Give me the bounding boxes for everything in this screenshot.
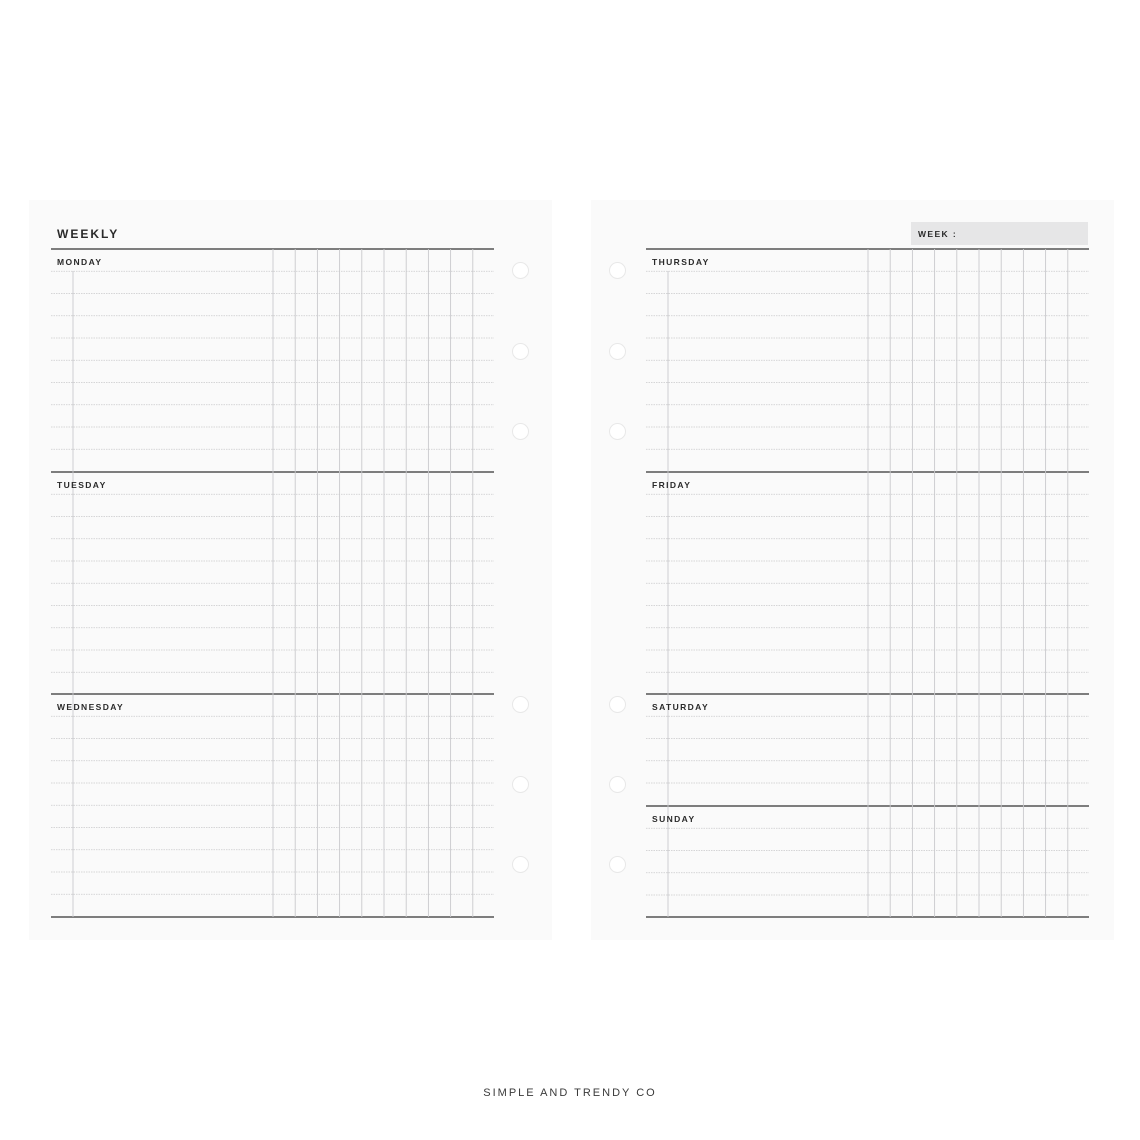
right-planner-page [591, 200, 1114, 940]
day-label-friday: FRIDAY [652, 480, 692, 490]
day-label-thursday: THURSDAY [652, 257, 710, 267]
day-label-tuesday: TUESDAY [57, 480, 107, 490]
right-page-grid [591, 200, 1114, 940]
left-page-grid [29, 200, 552, 940]
day-label-sunday: SUNDAY [652, 814, 696, 824]
week-number-field[interactable] [911, 222, 1088, 245]
binder-hole [609, 343, 626, 360]
binder-hole [609, 262, 626, 279]
day-label-wednesday: WEDNESDAY [57, 702, 125, 712]
binder-hole [609, 776, 626, 793]
binder-hole [512, 262, 529, 279]
week-label: WEEK : [918, 229, 958, 239]
brand-footer: SIMPLE AND TRENDY CO [483, 1087, 657, 1099]
binder-hole [512, 856, 529, 873]
binder-hole [512, 696, 529, 713]
binder-hole [512, 776, 529, 793]
binder-hole [512, 343, 529, 360]
left-planner-page [29, 200, 552, 940]
day-label-saturday: SATURDAY [652, 702, 710, 712]
page-title: WEEKLY [57, 227, 120, 241]
binder-hole [609, 423, 626, 440]
binder-hole [609, 696, 626, 713]
binder-hole [609, 856, 626, 873]
binder-hole [512, 423, 529, 440]
day-label-monday: MONDAY [57, 257, 103, 267]
